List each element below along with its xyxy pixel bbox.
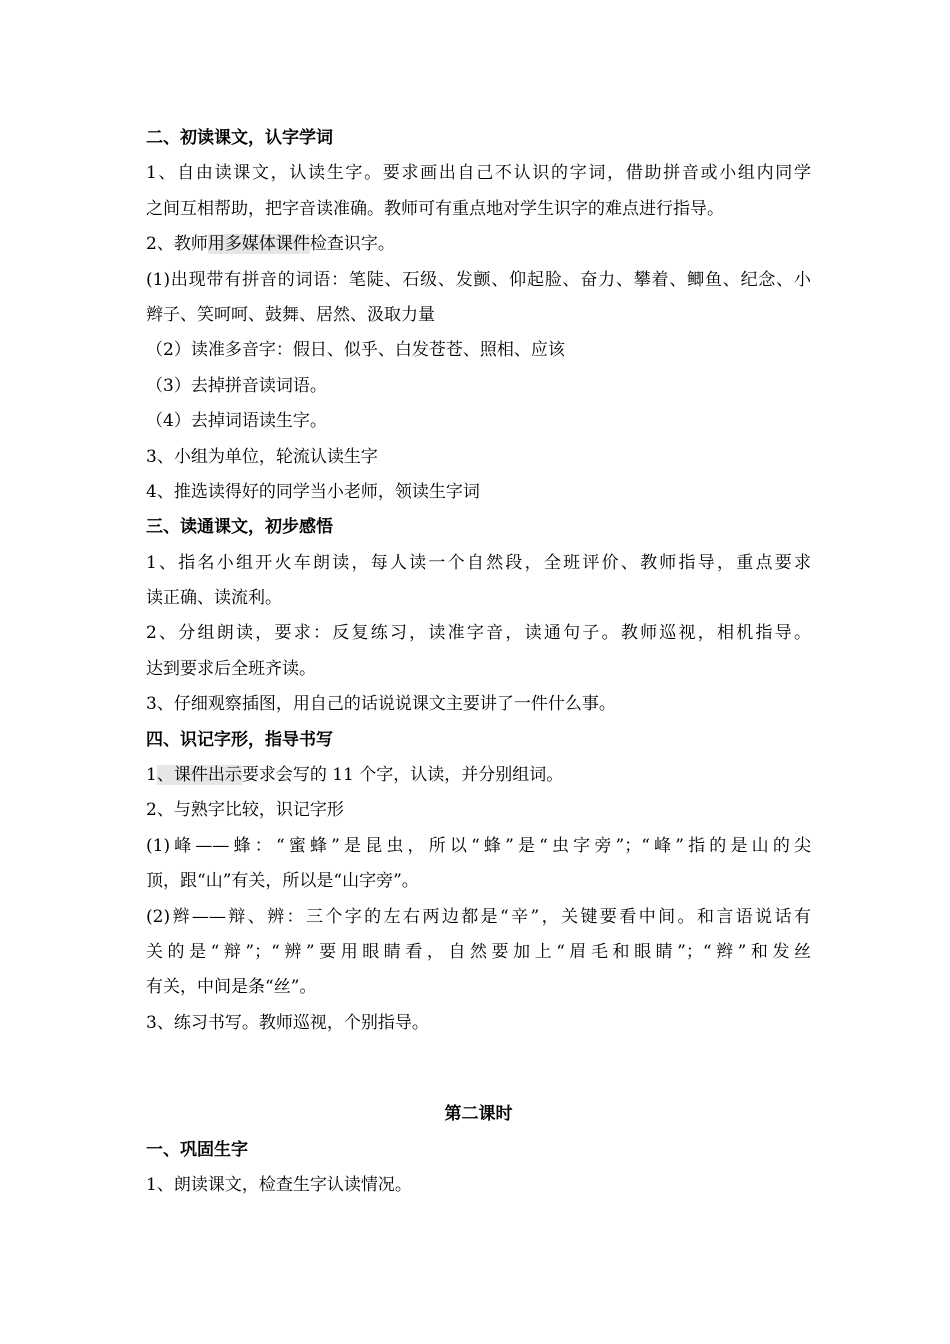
highlighted-text: 用多媒体课件	[207, 234, 310, 255]
paragraph-line: 2、与熟字比较，识记字形	[146, 800, 344, 821]
paragraph-line: （3）去掉拼音读词语。	[146, 375, 327, 396]
paragraph-line: 有关，中间是条“丝”。	[146, 977, 317, 998]
paragraph-line: 1、朗读课文，检查生字认读情况。	[146, 1174, 412, 1195]
paragraph-line: 3、仔细观察插图，用自己的话说说课文主要讲了一件什么事。	[146, 694, 616, 715]
paragraph-line: 1、自由读课文，认读生字。要求画出自己不认识的字词，借助拼音或小组内同学	[146, 163, 811, 184]
text-run: 要求会写的 11 个字，认读，并分别组词。	[241, 765, 564, 786]
paragraph-line: (1)峰——蜂：“蜜蜂”是昆虫，所以“蜂”是“虫字旁”；“峰”指的是山的尖	[146, 835, 811, 856]
paragraph-line: 之间互相帮助，把字音读准确。教师可有重点地对学生识字的难点进行指导。	[146, 198, 724, 219]
paragraph-line	[146, 758, 811, 793]
paragraph-line: (1)出现带有拼音的词语：笔陡、石级、发颤、仰起脸、奋力、攀着、鲫鱼、纪念、小	[146, 269, 811, 290]
section-heading: 四、识记字形，指导书写	[146, 729, 333, 750]
paragraph-line: (2)辫——辩、辨：三个字的左右两边都是“辛”，关键要看中间。和言语说话有	[146, 906, 811, 927]
document-body	[146, 121, 811, 1203]
paragraph-line: 关的是“辩”；“辨”要用眼睛看，自然要加上“眉毛和眼睛”；“辫”和发丝	[146, 941, 811, 962]
paragraph-line: （4）去掉词语读生字。	[146, 411, 327, 432]
paragraph-line: 3、练习书写。教师巡视，个别指导。	[146, 1012, 429, 1033]
text-run: 检查识字。	[309, 234, 395, 255]
text-run: 1	[146, 765, 157, 786]
paragraph-line	[146, 227, 811, 262]
text-run: 2、教师	[146, 234, 208, 255]
paragraph-line: 4、推选读得好的同学当小老师，领读生字词	[146, 481, 480, 502]
paragraph-line: 1、指名小组开火车朗读，每人读一个自然段，全班评价、教师指导，重点要求	[146, 552, 811, 573]
paragraph-line: 达到要求后全班齐读。	[146, 658, 316, 679]
paragraph-line: 3、小组为单位，轮流认读生字	[146, 446, 378, 467]
paragraph-line: 2、分组朗读，要求：反复练习，读准字音，读通句子。教师巡视，相机指导。	[146, 623, 811, 644]
section-gap	[146, 1041, 811, 1097]
paragraph-line: （2）读准多音字：假日、似乎、白发苍苍、照相、应该	[146, 340, 565, 361]
paragraph-line: 顶，跟“山”有关，所以是“山字旁”。	[146, 871, 419, 892]
section-heading: 一、巩固生字	[146, 1139, 248, 1160]
lesson-title: 第二课时	[444, 1104, 513, 1125]
paragraph-line: 读正确、读流利。	[146, 588, 282, 609]
paragraph-line: 辫子、笑呵呵、鼓舞、居然、汲取力量	[146, 304, 435, 325]
highlighted-text: 、课件出示	[156, 765, 242, 786]
section-heading: 二、初读课文，认字学词	[146, 128, 333, 148]
section-heading: 三、读通课文，初步感悟	[146, 517, 333, 538]
